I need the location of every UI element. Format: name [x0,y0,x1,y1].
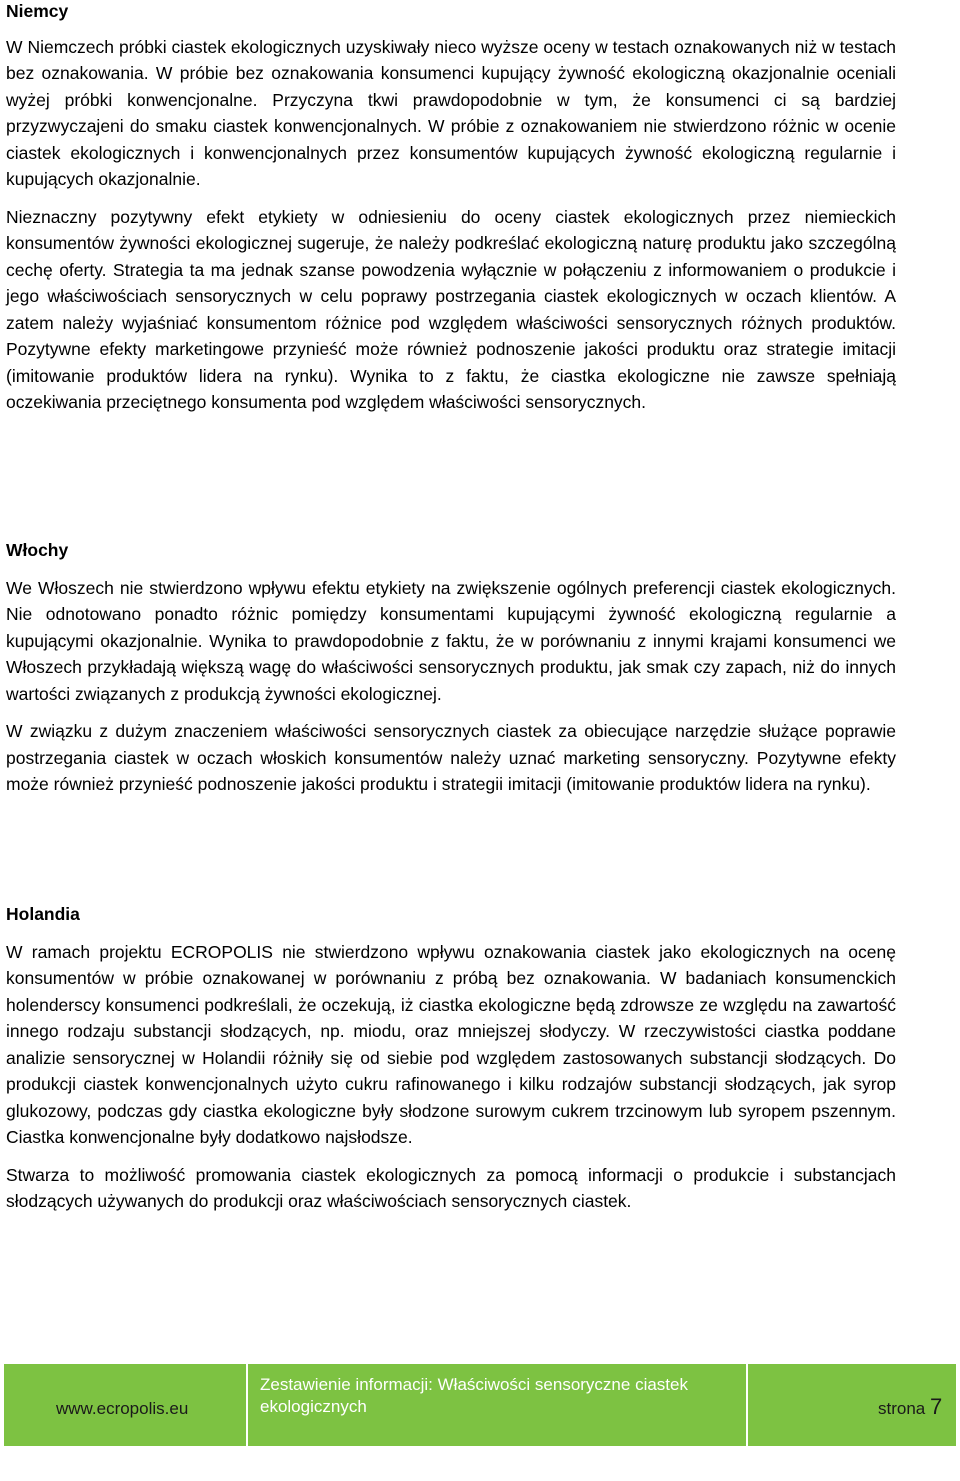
section-title: Holandia [6,904,80,924]
paragraph: W związku z dużym znaczeniem właściwości sensorycznych ciastek za obiecujące narzędzie służące poprawie postrzegania ciastek w oczach włoskich konsumentów należy uznać marketing sensoryczny. Pozytywne efekty może również przynieść podnoszenie jakości produktu i strategii imitacji (imitowanie produktów lidera na rynku). [6,721,896,794]
paragraph: Nieznaczny pozytywny efekt etykiety w odniesieniu do oceny ciastek ekologicznych przez niemieckich konsumentów żywności ekologicznej sugeruje, że należy podkreślać ekologiczną naturę produktu jako szczególną cechę oferty. Strategia ta ma jednak szanse powodzenia wyłącznie w połączeniu z informowaniem o produkcie i jego właściwościach sensorycznych w celu poprawy postrzegania ciastek ekologicznych w oczach klientów. A zatem należy wyjaśniać konsumentom różnice pod względem właściwości sensorycznych różnych produktów. Pozytywne efekty marketingowe przynieść może również podnoszenie jakości produktu oraz strategie imitacji (imitowanie produktów lidera na rynku). Wynika to z faktu, że ciastka ekologiczne nie zawsze spełniają oczekiwania przeciętnego konsumenta pod względem właściwości sensorycznych. [6,206,896,412]
page-indicator [878,1394,942,1420]
section-wlochy [6,537,896,798]
paragraph: W Niemczech próbki ciastek ekologicznych uzyskiwały nieco wyższe oceny w testach oznakowanych niż w testach bez oznakowania. W próbie bez oznakowania konsumenci kupujący żywność ekologiczną okazjonalnie oceniali wyżej próbki konwencjonalne. Przyczyna tkwi prawdopodobnie w tym, że konsumenci ci są bardziej przyzwyczajeni do smaku ciastek konwencjonalnych. W próbie z oznakowaniem nie stwierdzono różnic w ocenie ciastek ekologicznych i konwencjonalnych przez konsumentów kupujących żywność ekologiczną regularnie i kupujących okazjonalnie. [6,36,896,189]
paragraph: Stwarza to możliwość promowania ciastek ekologicznych za pomocą informacji o produkcie i substancjach słodzących używanych do produkcji oraz właściwościach sensorycznych ciastek. [6,1164,896,1211]
section-title: Włochy [6,540,69,560]
footer-url-link[interactable]: www.ecropolis.eu [56,1399,189,1418]
paragraph: W ramach projektu ECROPOLIS nie stwierdzono wpływu oznakowania ciastek jako ekologicznych na ocenę konsumentów w próbie oznakowanej w porównaniu z próbą bez oznakowania. W badaniach konsumenckich holenderscy konsumenci podkreślali, że oczekują, iż ciastka ekologiczne będą zdrowsze ze względu na zawartość innego rodzaju substancji słodzących, np. miodu, oraz mniejszej słodyczy. W rzeczywistości ciastka poddane analizie sensorycznej w Holandii różniły się od siebie pod względem zastosowanych substancji słodzących. Do produkcji ciastek konwencjonalnych użyto cukru rafinowanego i kilku rodzajów substancji słodzących, jak syrop glukozowy, podczas gdy ciastka ekologiczne były słodzone surowym cukrem trzcinowym lub syropem pszennym. Ciastka konwencjonalne były dodatkowo najsłodsze. [6,941,896,1147]
footer-document-title: Zestawienie informacji: Właściwości sensoryczne ciastek ekologicznych [260,1375,688,1416]
section-title: Niemcy [6,1,69,21]
page-number: 7 [929,1394,943,1419]
page-footer [4,1364,956,1446]
section-niemcy [6,0,896,416]
page-label: strona [878,1399,926,1418]
footer-right-panel [748,1364,956,1446]
footer-center-panel [248,1364,746,1446]
section-holandia [6,901,896,1215]
footer-left-panel [4,1364,246,1446]
paragraph: We Włoszech nie stwierdzono wpływu efektu etykiety na zwiększenie ogólnych preferencji ciastek ekologicznych. Nie odnotowano ponadto różnic pomiędzy konsumentami kupującymi żywność ekologiczną regularnie a kupującymi okazjonalnie. Wynika to prawdopodobnie z faktu, że w porównaniu z innymi krajami konsumenci we Włoszech przykładają większą wagę do właściwości sensorycznych produktu, jak smak czy zapach, niż do innych wartości związanych z produkcją żywności ekologicznej. [6,577,896,704]
